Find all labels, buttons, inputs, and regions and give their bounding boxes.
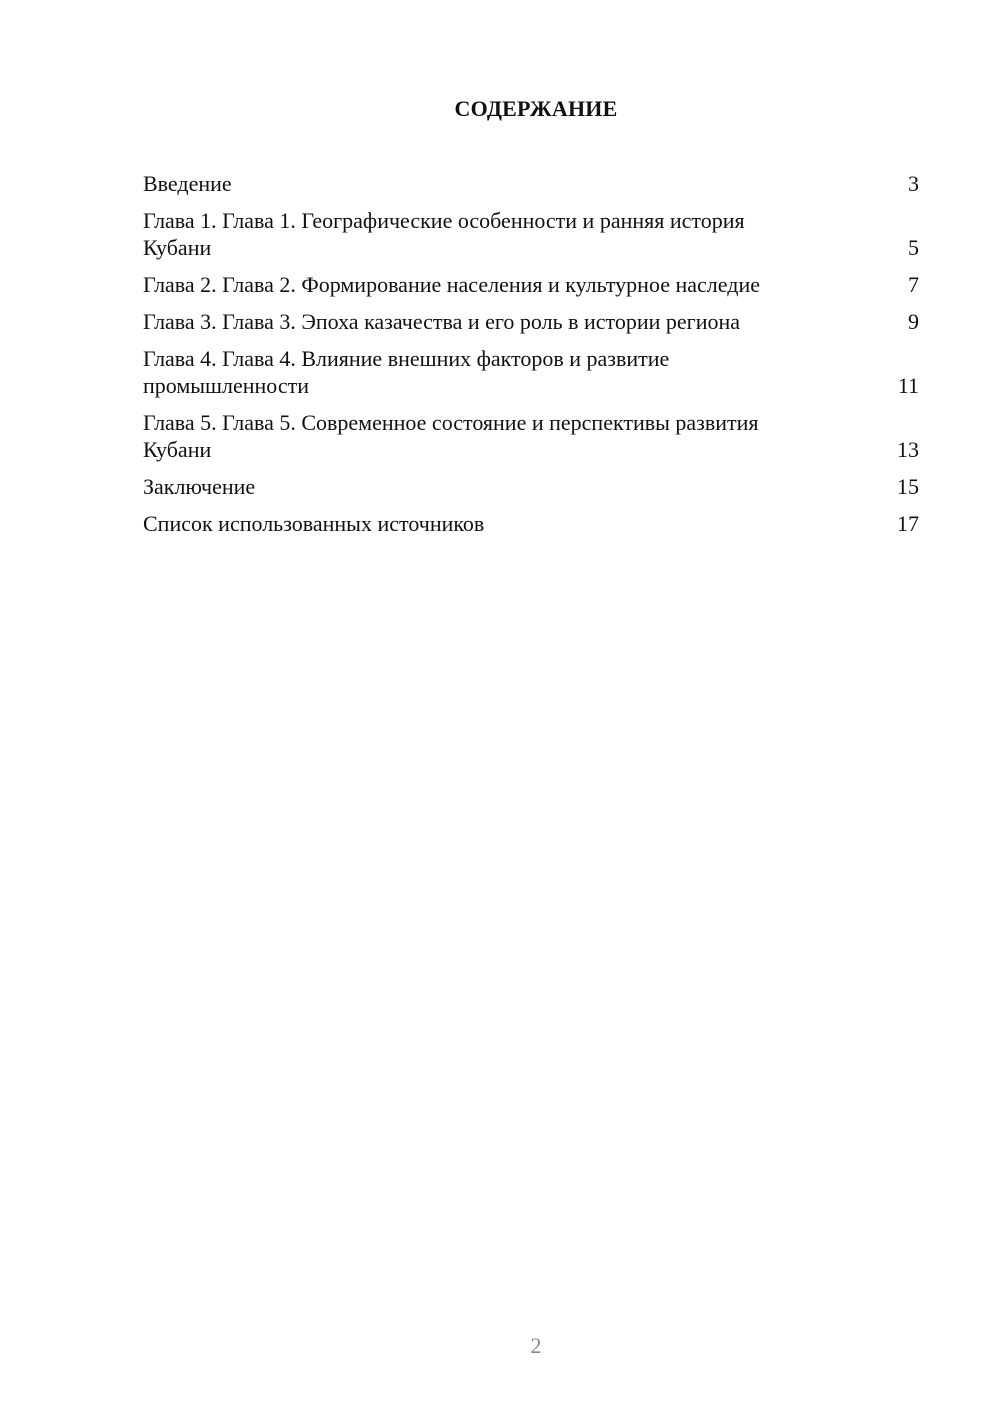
toc-entry-text: Введение: [143, 171, 232, 196]
toc-entry-chapter-2: [143, 271, 919, 298]
toc-entry-text: Глава 2. Глава 2. Формирование населения и культурное наследие: [143, 272, 760, 297]
toc-entry-text: Глава 5. Глава 5. Современное состояние и перспективы развития Кубани: [143, 410, 759, 462]
toc-entry-text: Глава 1. Глава 1. Географические особенности и ранняя история Кубани: [143, 208, 745, 260]
toc-entry-page: 3: [908, 171, 919, 196]
toc-entry-chapter-1: [143, 207, 919, 261]
toc-entry-text: Список использованных источников: [143, 511, 485, 536]
toc-entry-page: 7: [908, 272, 919, 297]
toc-entry-introduction: [143, 170, 919, 197]
toc-entry-chapter-3: [143, 308, 919, 335]
toc-entry-page: 17: [897, 511, 919, 536]
toc-entry-page: 13: [897, 437, 919, 462]
toc-entry-text: Глава 4. Глава 4. Влияние внешних факторов и развитие промышленности: [143, 346, 670, 398]
toc-entry-text: Глава 3. Глава 3. Эпоха казачества и его роль в истории региона: [143, 309, 741, 334]
toc-entry-page: 11: [897, 373, 919, 398]
toc-entry-text: Заключение: [143, 474, 256, 499]
toc-entry-references: [143, 510, 919, 537]
toc-entry-page: 5: [908, 235, 919, 260]
toc-entry-page: 9: [908, 309, 919, 334]
toc-entry-chapter-4: [143, 345, 919, 399]
page-number: 2: [530, 1333, 542, 1358]
toc-title: СОДЕРЖАНИЕ: [454, 96, 618, 121]
table-of-contents: [143, 170, 919, 547]
toc-entry-page: 15: [897, 474, 919, 499]
toc-entry-chapter-5: [143, 409, 919, 463]
toc-entry-conclusion: [143, 473, 919, 500]
